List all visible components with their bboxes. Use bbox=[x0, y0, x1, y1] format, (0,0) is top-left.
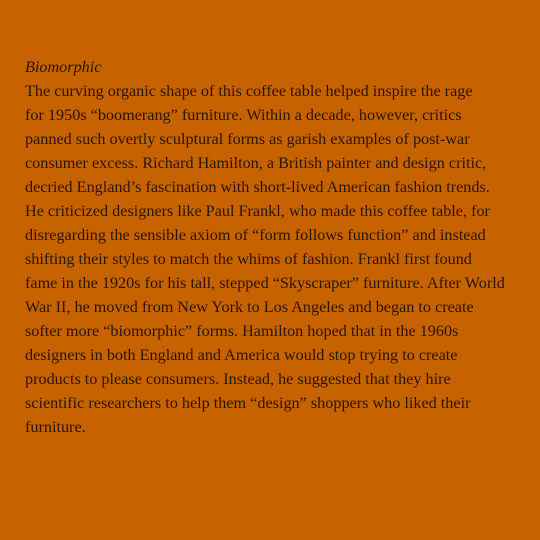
body-line: War II, he moved from New York to Los Angeles and began to create bbox=[25, 298, 474, 316]
body-line: softer more “biomorphic” forms. Hamilton hoped that in the 1960s bbox=[25, 322, 459, 340]
label-text-block bbox=[25, 55, 525, 439]
body-line: products to please consumers. Instead, he suggested that they hire bbox=[25, 370, 451, 388]
body-line: He criticized designers like Paul Frankl, who made this coffee table, for bbox=[25, 202, 490, 220]
body-line: fame in the 1920s for his tall, stepped “Skyscraper” furniture. After World bbox=[25, 274, 505, 292]
body-line: furniture. bbox=[25, 418, 86, 436]
body-line: disregarding the sensible axiom of “form follows function” and instead bbox=[25, 226, 486, 244]
label-heading: Biomorphic bbox=[25, 58, 102, 76]
body-line: consumer excess. Richard Hamilton, a British painter and design critic, bbox=[25, 154, 487, 172]
body-line: for 1950s “boomerang” furniture. Within a decade, however, critics bbox=[25, 106, 462, 124]
body-line: decried England’s fascination with short-lived American fashion trends. bbox=[25, 178, 490, 196]
body-line: shifting their styles to match the whims of fashion. Frankl first found bbox=[25, 250, 472, 268]
body-line: The curving organic shape of this coffee table helped inspire the rage bbox=[25, 82, 473, 100]
body-line: panned such overtly sculptural forms as garish examples of post-war bbox=[25, 130, 470, 148]
body-line: scientific researchers to help them “design” shoppers who liked their bbox=[25, 394, 471, 412]
body-line: designers in both England and America would stop trying to create bbox=[25, 346, 458, 364]
